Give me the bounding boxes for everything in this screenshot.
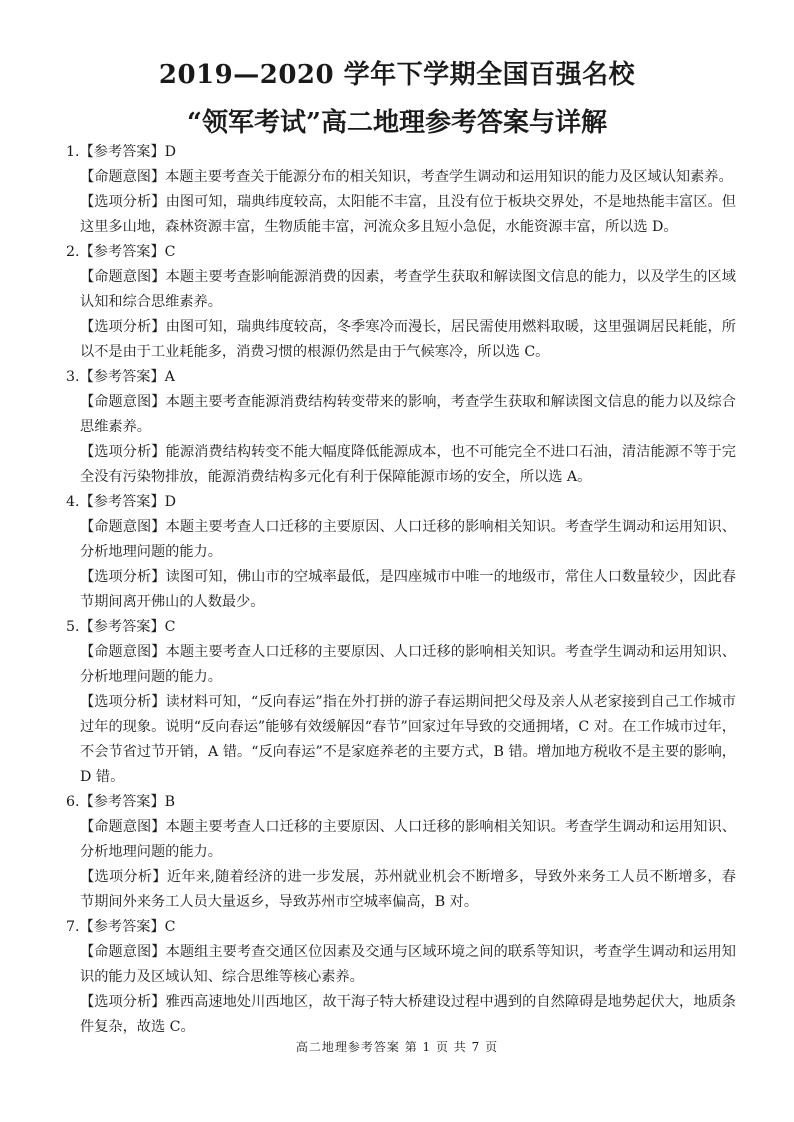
option-analysis: 【选项分析】读图可知，佛山市的空城率最低，是四座城市中唯一的地级市，常住人口数量较少，因此春节期间离开佛山的人数最少。 [80,569,736,610]
document-title-line1: 2019—2020 学年下学期全国百强名校 [158,60,636,90]
reference-answer [66,140,736,165]
question-intent: 【命题意图】本题主要考查人口迁移的主要原因、人口迁移的影响相关知识。考查学生调动和运用知识、分析地理问题的能力。 [80,519,736,560]
answer-text: 【参考答案】B [79,794,176,810]
reference-answer [66,490,736,515]
option-analysis: 【选项分析】由图可知，瑞典纬度较高，冬季寒冷而漫长，居民需使用燃料取暖，这里强调居民耗能，所以不是由于工业耗能多，消费习惯的根源仍然是由于气候寒冷，所以选 C。 [80,319,736,360]
document-title-line2: “领军考试”高二地理参考答案与详解 [187,108,607,138]
question-intent: 【命题意图】本题主要考查影响能源消费的因素，考查学生获取和解读图文信息的能力，以及学生的区域认知和综合思维素养。 [80,269,736,310]
reference-answer [66,790,736,815]
question-item-2 [66,240,736,365]
question-number: 5. [66,619,80,635]
answer-list [66,140,736,1040]
question-item-6 [66,790,736,915]
question-number: 6. [66,794,80,810]
reference-answer [66,365,736,390]
question-intent: 【命题意图】本题主要考查人口迁移的主要原因、人口迁移的影响相关知识。考查学生调动和运用知识、分析地理问题的能力。 [80,819,736,860]
answer-text: 【参考答案】C [79,919,176,935]
answer-text: 【参考答案】D [79,144,177,160]
option-analysis: 【选项分析】近年来,随着经济的进一步发展，苏州就业机会不断增多，导致外来务工人员不断增多，春节期间外来务工人员大量返乡，导致苏州市空城率偏高，B 对。 [80,869,736,910]
question-number: 7. [66,919,80,935]
question-intent: 【命题意图】本题主要考查人口迁移的主要原因、人口迁移的影响相关知识。考查学生调动和运用知识、分析地理问题的能力。 [80,644,736,685]
question-item-5 [66,615,736,790]
question-item-1 [66,140,736,240]
question-item-7 [66,915,736,1040]
question-number: 4. [66,494,80,510]
reference-answer [66,240,736,265]
question-number: 1. [66,144,80,160]
question-intent: 【命题意图】本题主要考查能源消费结构转变带来的影响，考查学生获取和解读图文信息的能力以及综合思维素养。 [80,394,736,435]
question-intent: 【命题意图】本题主要考查关于能源分布的相关知识，考查学生调动和运用知识的能力及区域认知素养。 [80,169,733,185]
answer-text: 【参考答案】D [79,494,177,510]
question-intent: 【命题意图】本题组主要考查交通区位因素及交通与区域环境之间的联系等知识，考查学生调动和运用知识的能力及区域认知、综合思维等核心素养。 [80,944,736,985]
answer-text: 【参考答案】C [79,619,176,635]
answer-text: 【参考答案】C [79,244,176,260]
option-analysis: 【选项分析】能源消费结构转变不能大幅度降低能源成本，也不可能完全不进口石油，清洁能源不等于完全没有污染物排放，能源消费结构多元化有利于保障能源市场的安全，所以选 A。 [80,444,736,485]
reference-answer [66,615,736,640]
question-item-4 [66,490,736,615]
option-analysis: 【选项分析】读材料可知，“反向春运”指在外打拼的游子春运期间把父母及亲人从老家接到自己工作城市过年的现象。说明“反向春运”能够有效缓解因“春节”回家过年导致的交通拥堵，C 对。在工作城市过年，不会节省过节开销，A 错。“反向春运”不是家庭养老的主要方式，B 错。增加地方税收不是主要的影响，D 错。 [80,694,736,785]
option-analysis: 【选项分析】雅西高速地处川西地区，故干海子特大桥建设过程中遇到的自然障碍是地势起伏大，地质条件复杂，故选 C。 [80,994,736,1035]
question-item-3 [66,365,736,490]
page-footer: 高二地理参考答案 第 1 页 共 7 页 [295,1040,499,1054]
question-number: 3. [66,369,80,385]
reference-answer [66,915,736,940]
answer-text: 【参考答案】A [79,369,175,385]
question-number: 2. [66,244,80,260]
option-analysis: 【选项分析】由图可知，瑞典纬度较高，太阳能不丰富，且没有位于板块交界处，不是地热能丰富区。但这里多山地，森林资源丰富，生物质能丰富，河流众多且短小急促，水能资源丰富，所以选 D。 [80,194,736,235]
